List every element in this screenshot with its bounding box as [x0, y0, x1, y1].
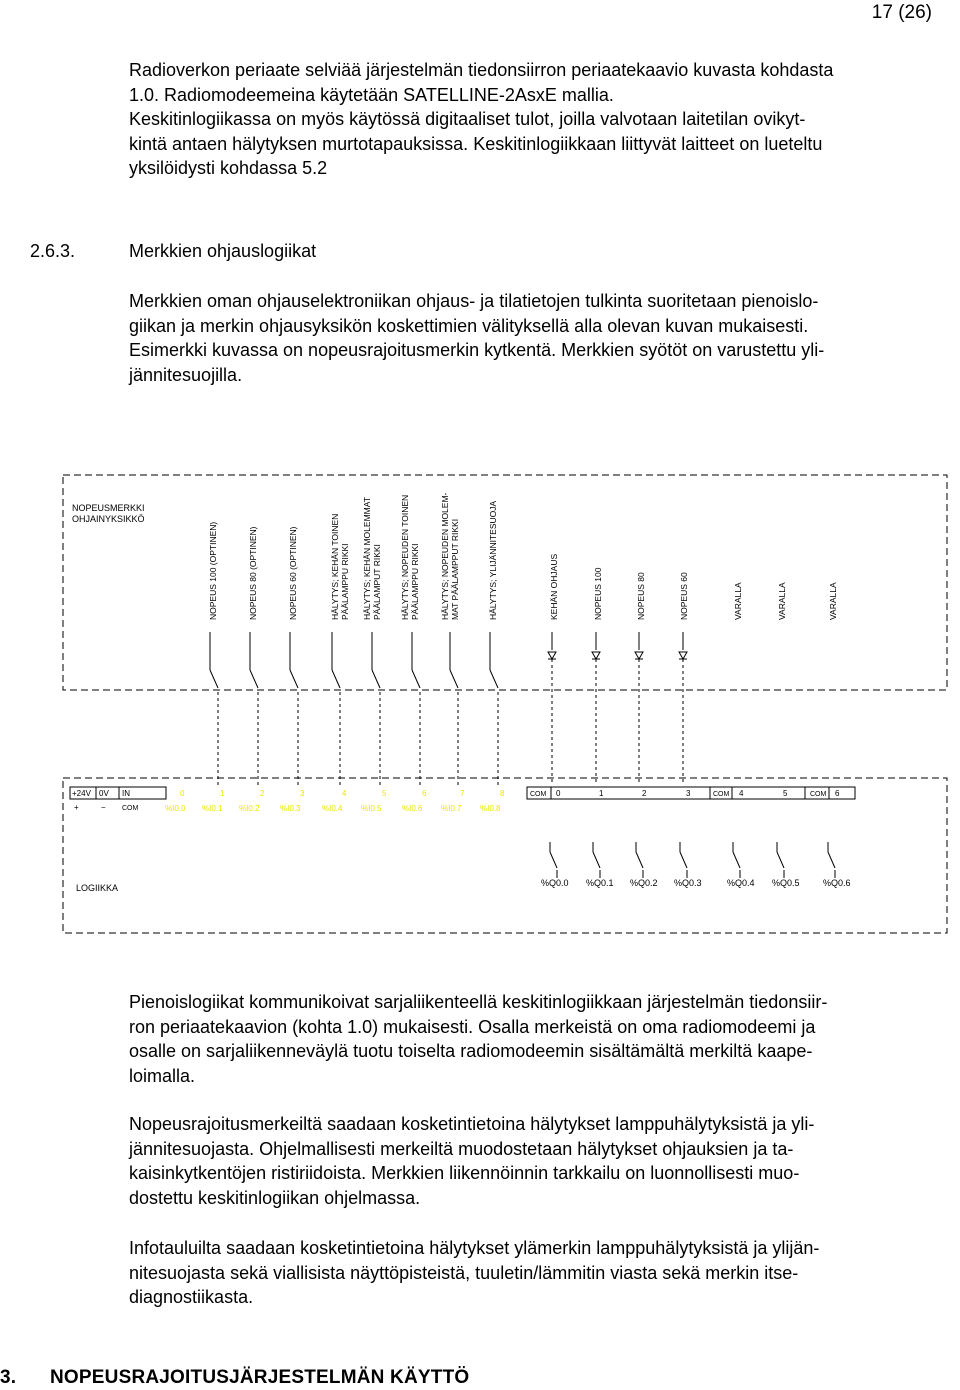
- power-label: IN: [122, 789, 130, 798]
- input-address: %I0.5: [361, 804, 382, 813]
- output-terminal: 6: [835, 789, 840, 798]
- output-terminal: 3: [686, 789, 691, 798]
- chapter-title: NOPEUSRAJOITUSJÄRJESTELMÄN KÄYTTÖ: [50, 1367, 470, 1388]
- text-line: Keskitinlogiikassa on myös käytössä digitaaliset tulot, joilla valvotaan laitetilan ovikyt-: [129, 109, 806, 129]
- text-line: dostettu keskitinlogiikan ohjelmassa.: [129, 1187, 421, 1208]
- section-title: Merkkien ohjauslogiikat: [129, 241, 317, 261]
- input-label: HÄLYTYS; KEHÄN TOINEN: [330, 513, 340, 620]
- input-label: NOPEUS 100 (OPTINEN): [208, 521, 218, 620]
- input-address: %I0.0: [165, 804, 186, 813]
- input-number: 2: [260, 789, 265, 798]
- output-label: VARALLA: [828, 582, 838, 620]
- output-label: NOPEUS 80: [636, 572, 646, 620]
- power-label: COM: [122, 805, 139, 812]
- input-address: %I0.7: [441, 804, 462, 813]
- input-label: HÄLYTYS; NOPEUDEN TOINEN: [400, 494, 410, 620]
- terminal-strip-right: [527, 787, 855, 799]
- output-terminal: 0: [556, 789, 561, 798]
- output-terminal: 2: [642, 789, 647, 798]
- output-contact: [593, 842, 600, 878]
- output-terminal: COM: [810, 791, 827, 798]
- text-line: ron periaatekaavion (kohta 1.0) mukaisesti. Osalla merkeistä on oma radiomodeemi ja: [129, 1016, 816, 1037]
- text-line: Infotauluilta saadaan kosketintietoina hälytykset ylämerkin lamppuhälytyksistä ja ylijän-: [129, 1238, 820, 1258]
- paragraph-speed-signs: [129, 1112, 959, 1210]
- control-unit-box: [63, 475, 947, 690]
- text-line: loimalla.: [129, 1065, 196, 1086]
- input-label: HÄLYTYS; YLIJÄNNITESUOJA: [488, 500, 498, 620]
- output-address: %Q0.3: [674, 878, 702, 888]
- paragraph-control-logic: [129, 289, 959, 387]
- input-label: PÄÄLAMPPU RIKKI: [410, 543, 420, 620]
- output-label: VARALLA: [733, 582, 743, 620]
- output-contact: [636, 842, 643, 878]
- output-address: %Q0.6: [823, 878, 851, 888]
- text-line: Nopeusrajoitusmerkeiltä saadaan kosketintietoina hälytykset lamppuhälytyksistä ja yli-: [129, 1114, 815, 1134]
- input-label: HÄLYTYS; NOPEUDEN MOLEM-: [440, 492, 450, 620]
- text-line: diagnostiikasta.: [129, 1287, 254, 1307]
- output-label: VARALLA: [777, 582, 787, 620]
- text-line: 1.0. Radiomodeemeina käytetään SATELLINE-2AsxE mallia.: [129, 84, 614, 105]
- input-contact: [290, 632, 298, 785]
- output-terminal: COM: [530, 791, 547, 798]
- input-number: 1: [220, 789, 225, 798]
- text-line: Pienoislogiikat kommunikoivat sarjaliikenteellä keskitinlogiikkaan järjestelmän tiedonsiir-: [129, 992, 828, 1012]
- output-contact: [777, 842, 784, 878]
- output-contact: [733, 842, 740, 878]
- page-number: 17 (26): [871, 2, 932, 23]
- input-number: 4: [342, 789, 347, 798]
- input-label: MAT PÄÄLAMPPUT RIKKI: [450, 518, 460, 620]
- text-line: jännitesuojasta. Ohjelmallisesti merkeiltä muodostetaan hälytykset ohjauksien ja ta-: [129, 1138, 794, 1159]
- led-indicator: [548, 632, 556, 785]
- output-label: KEHÄN OHJAUS: [549, 553, 559, 620]
- input-number: 6: [422, 789, 427, 798]
- output-contact: [828, 842, 835, 878]
- output-address: %Q0.0: [541, 878, 569, 888]
- output-terminal: COM: [713, 791, 730, 798]
- input-label: NOPEUS 60 (OPTINEN): [288, 526, 298, 620]
- power-label: −: [101, 803, 106, 812]
- input-number: 3: [300, 789, 305, 798]
- output-terminal: 4: [739, 789, 744, 798]
- input-label: PÄÄLAMPPU RIKKI: [340, 543, 350, 620]
- input-label: HÄLYTYS; KEHÄN MOLEMMAT: [362, 497, 372, 620]
- text-line: Merkkien oman ohjauselektroniikan ohjaus- ja tilatietojen tulkinta suoritetaan pienoislo-: [129, 291, 819, 311]
- input-address: %I0.6: [402, 804, 423, 813]
- led-indicator: [635, 632, 643, 785]
- text-line: osalle on sarjaliikenneväylä tuotu toiselta radiomodeemin sisältämältä merkiltä kaape-: [129, 1041, 813, 1061]
- output-label: NOPEUS 100: [593, 567, 603, 620]
- text-line: giikan ja merkin ohjausyksikön koskettimien välityksellä alla olevan kuvan mukaisesti.: [129, 315, 809, 336]
- power-label: +: [74, 803, 79, 812]
- output-address: %Q0.2: [630, 878, 658, 888]
- input-contact: [412, 632, 420, 785]
- unit-label-line1: NOPEUSMERKKI: [72, 503, 145, 513]
- output-terminal: 5: [783, 789, 788, 798]
- input-number: 8: [500, 789, 505, 798]
- power-label: +24V: [72, 789, 91, 798]
- input-contact: [490, 632, 498, 785]
- input-address: %I0.1: [202, 804, 223, 813]
- output-contact: [550, 842, 557, 878]
- text-line: nitesuojasta sekä viallisista näyttöpisteistä, tuuletin/lämmitin viasta sekä merkin itse-: [129, 1262, 799, 1283]
- input-number: 0: [180, 789, 185, 798]
- logic-box: [63, 778, 947, 933]
- paragraph-info-boards: [129, 1236, 959, 1310]
- input-label: NOPEUS 80 (OPTINEN): [248, 526, 258, 620]
- output-contact: [680, 842, 687, 878]
- input-number: 7: [460, 789, 465, 798]
- chapter-number: 3.: [0, 1367, 17, 1388]
- input-contact: [450, 632, 458, 785]
- led-indicator: [679, 632, 687, 785]
- input-contact: [372, 632, 380, 785]
- text-line: Radioverkon periaate selviää järjestelmän tiedonsiirron periaatekaavio kuvasta kohdasta: [129, 60, 834, 80]
- paragraph-radio-network: [129, 58, 959, 181]
- input-label: PÄÄLAMPUT RIKKI: [372, 544, 382, 620]
- paragraph-communication: [129, 990, 959, 1088]
- text-line: yksilöidysti kohdassa 5.2: [129, 158, 328, 178]
- output-label: NOPEUS 60: [679, 572, 689, 620]
- input-number: 5: [382, 789, 387, 798]
- output-address: %Q0.5: [772, 878, 800, 888]
- input-address: %I0.4: [322, 804, 343, 813]
- input-contact: [210, 632, 218, 785]
- input-contact: [250, 632, 258, 785]
- input-address: %I0.2: [239, 804, 260, 813]
- wiring-diagram: [0, 460, 960, 940]
- unit-label-line2: OHJAINYKSIKKÖ: [72, 514, 145, 524]
- text-line: kaisinkytkentöjen ristiriidoista. Merkkien liikennöinnin tarkkailu on luonnollisesti muo-: [129, 1163, 800, 1183]
- input-address: %I0.3: [280, 804, 301, 813]
- text-line: jännitesuojilla.: [129, 364, 243, 385]
- output-address: %Q0.1: [586, 878, 614, 888]
- text-line: kintä antaen hälytyksen murtotapauksissa. Keskitinlogiikkaan liittyvät laitteet on lueteltu: [129, 133, 823, 154]
- text-line: Esimerkki kuvassa on nopeusrajoitusmerkin kytkentä. Merkkien syötöt on varustettu yli-: [129, 340, 825, 360]
- section-number: 2.6.3.: [30, 241, 76, 261]
- output-terminal: 1: [599, 789, 604, 798]
- power-label: 0V: [99, 789, 109, 798]
- input-contact: [332, 632, 340, 785]
- led-indicator: [592, 632, 600, 785]
- input-address: %I0.8: [480, 804, 501, 813]
- output-address: %Q0.4: [727, 878, 755, 888]
- logic-label: LOGIIKKA: [76, 883, 119, 893]
